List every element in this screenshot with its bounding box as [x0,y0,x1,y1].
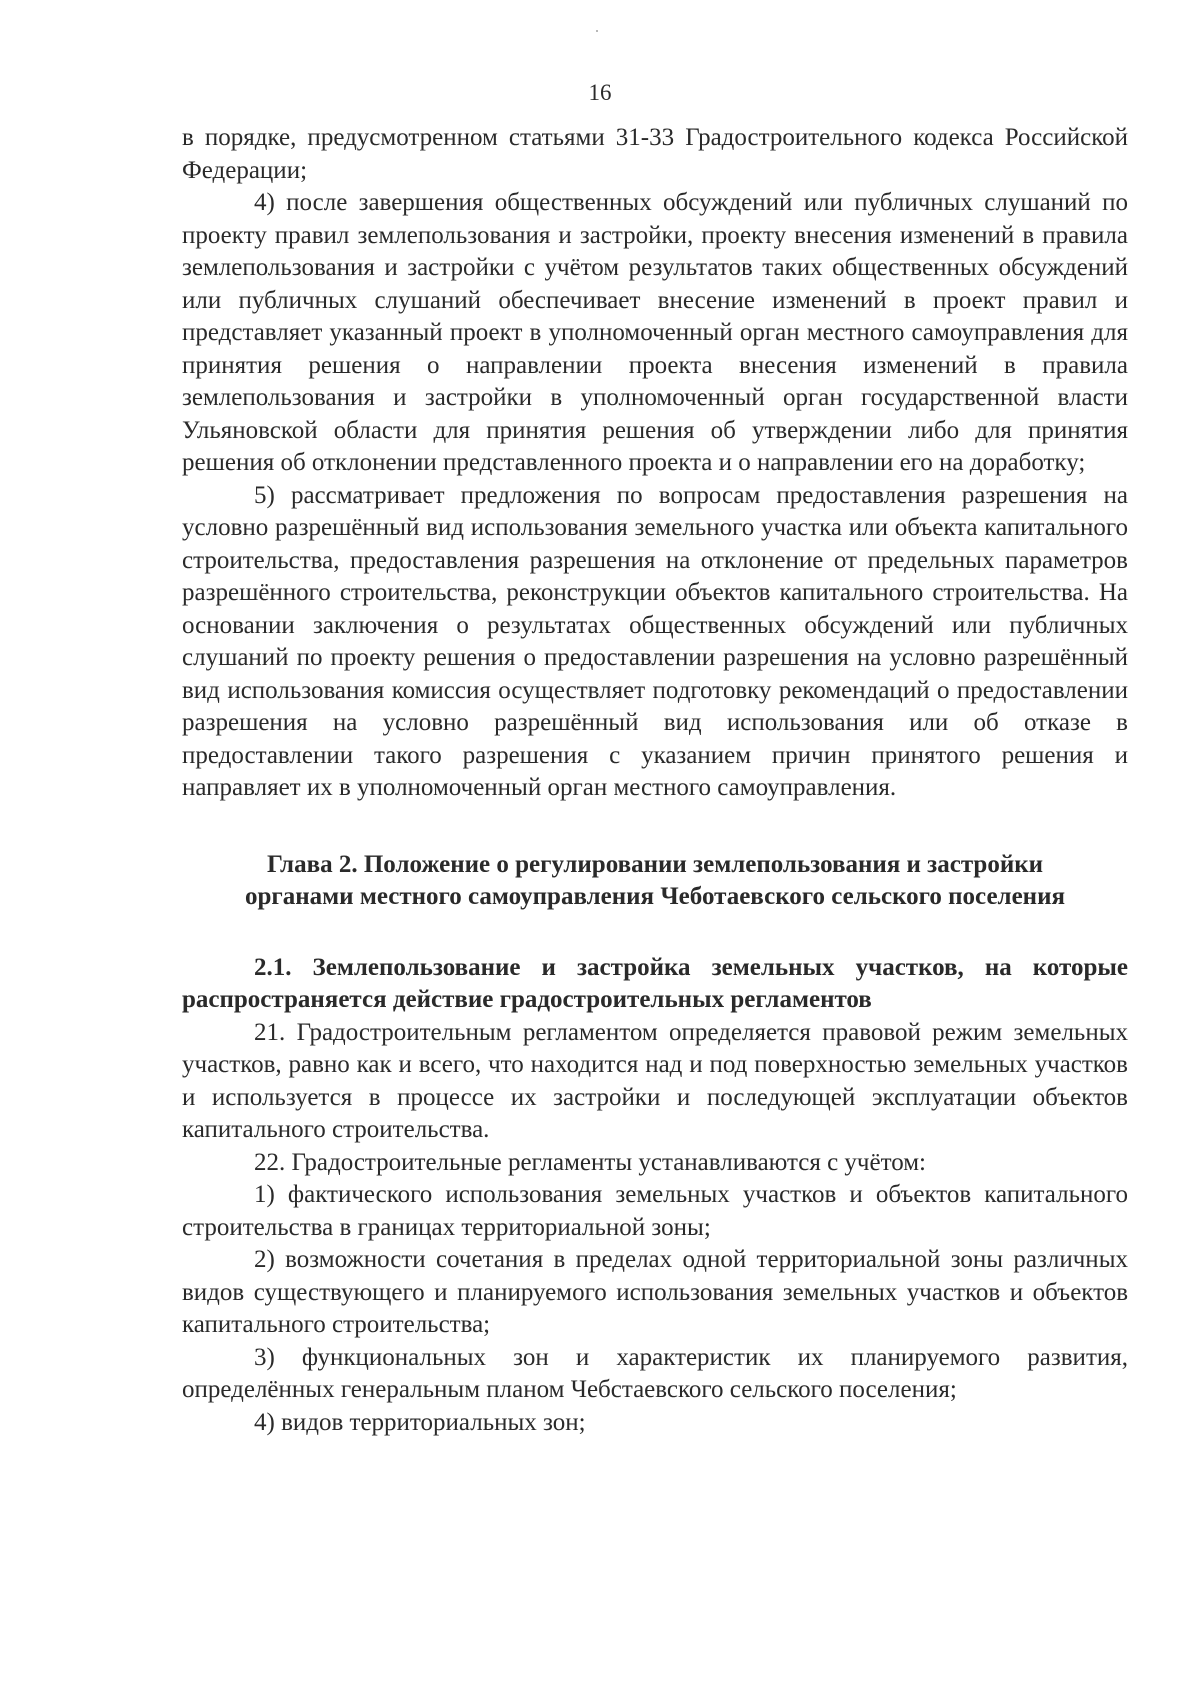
chapter-heading [182,849,1128,914]
section-heading: 2.1. Землепользование и застройка земельных участков, на которые распространяется действие градостроительных регламентов [182,953,1128,1013]
paragraph-21: 21. Градостроительным регламентом определяется правовой режим земельных участков, равно как и всего, что находится над и под поверхностью земельных участков и используется в процессе их застройки и последующей эксплуатации объектов капитального строительства. [182,1018,1128,1143]
paragraph-22: 22. Градостроительные регламенты устанавливаются с учётом: [254,1148,926,1176]
chapter-heading-line-2: органами местного самоуправления Чеботаевского сельского поселения [244,883,1066,910]
paragraph-22-item-1: 1) фактического использования земельных участков и объектов капитального строительства в границах территориальной зоны; [182,1181,1128,1241]
paragraph-item-4: 4) после завершения общественных обсуждений или публичных слушаний по проекту правил землепользования и застройки, проекту внесения изменений в правила землепользования и застройки с учётом результатов таких общественных обсуждений или публичных слушаний обеспечивает внесение изменений в проект правил и представляет указанный проект в уполномоченный орган местного самоуправления для принятия решения о направлении проекта внесения изменений в правила землепользования и застройки в уполномоченный орган государственной власти Ульяновской области для принятия решения об утверждении либо для принятия решения об отклонении представленного проекта и о направлении его на доработку; [182,189,1128,476]
document-body [182,122,1128,1439]
page-number: 16 [588,80,612,105]
paragraph-continuation: в порядке, предусмотренном статьями 31-33 Градостроительного кодекса Российской Федерации; [182,124,1128,184]
paragraph-22-item-3: 3) функциональных зон и характеристик их планируемого развития, определённых генеральным планом Чебстаевского сельского поселения; [182,1343,1128,1403]
paragraph-22-item-2: 2) возможности сочетания в пределах одной территориальной зоны различных видов существующего и планируемого использования земельных участков и объектов капитального строительства; [182,1246,1128,1338]
scan-speck [596,30,598,32]
chapter-heading-line-1: Глава 2. Положение о регулировании землепользования и застройки [266,850,1044,878]
paragraph-22-item-4: 4) видов территориальных зон; [254,1408,586,1436]
paragraph-item-5: 5) рассматривает предложения по вопросам предоставления разрешения на условно разрешённый вид использования земельного участка или объекта капитального строительства, предоставления разрешения на отклонение от предельных параметров разрешённого строительства, реконструкции объектов капитального строительства. На основании заключения о результатах общественных обсуждений или публичных слушаний по проекту решения о предоставлении разрешения на условно разрешённый вид использования комиссия осуществляет подготовку рекомендаций о предоставлении разрешения на условно разрешённый вид использования или об отказе в предоставлении такого разрешения с указанием причин принятого решения и направляет их в уполномоченный орган местного самоуправления. [182,481,1128,801]
